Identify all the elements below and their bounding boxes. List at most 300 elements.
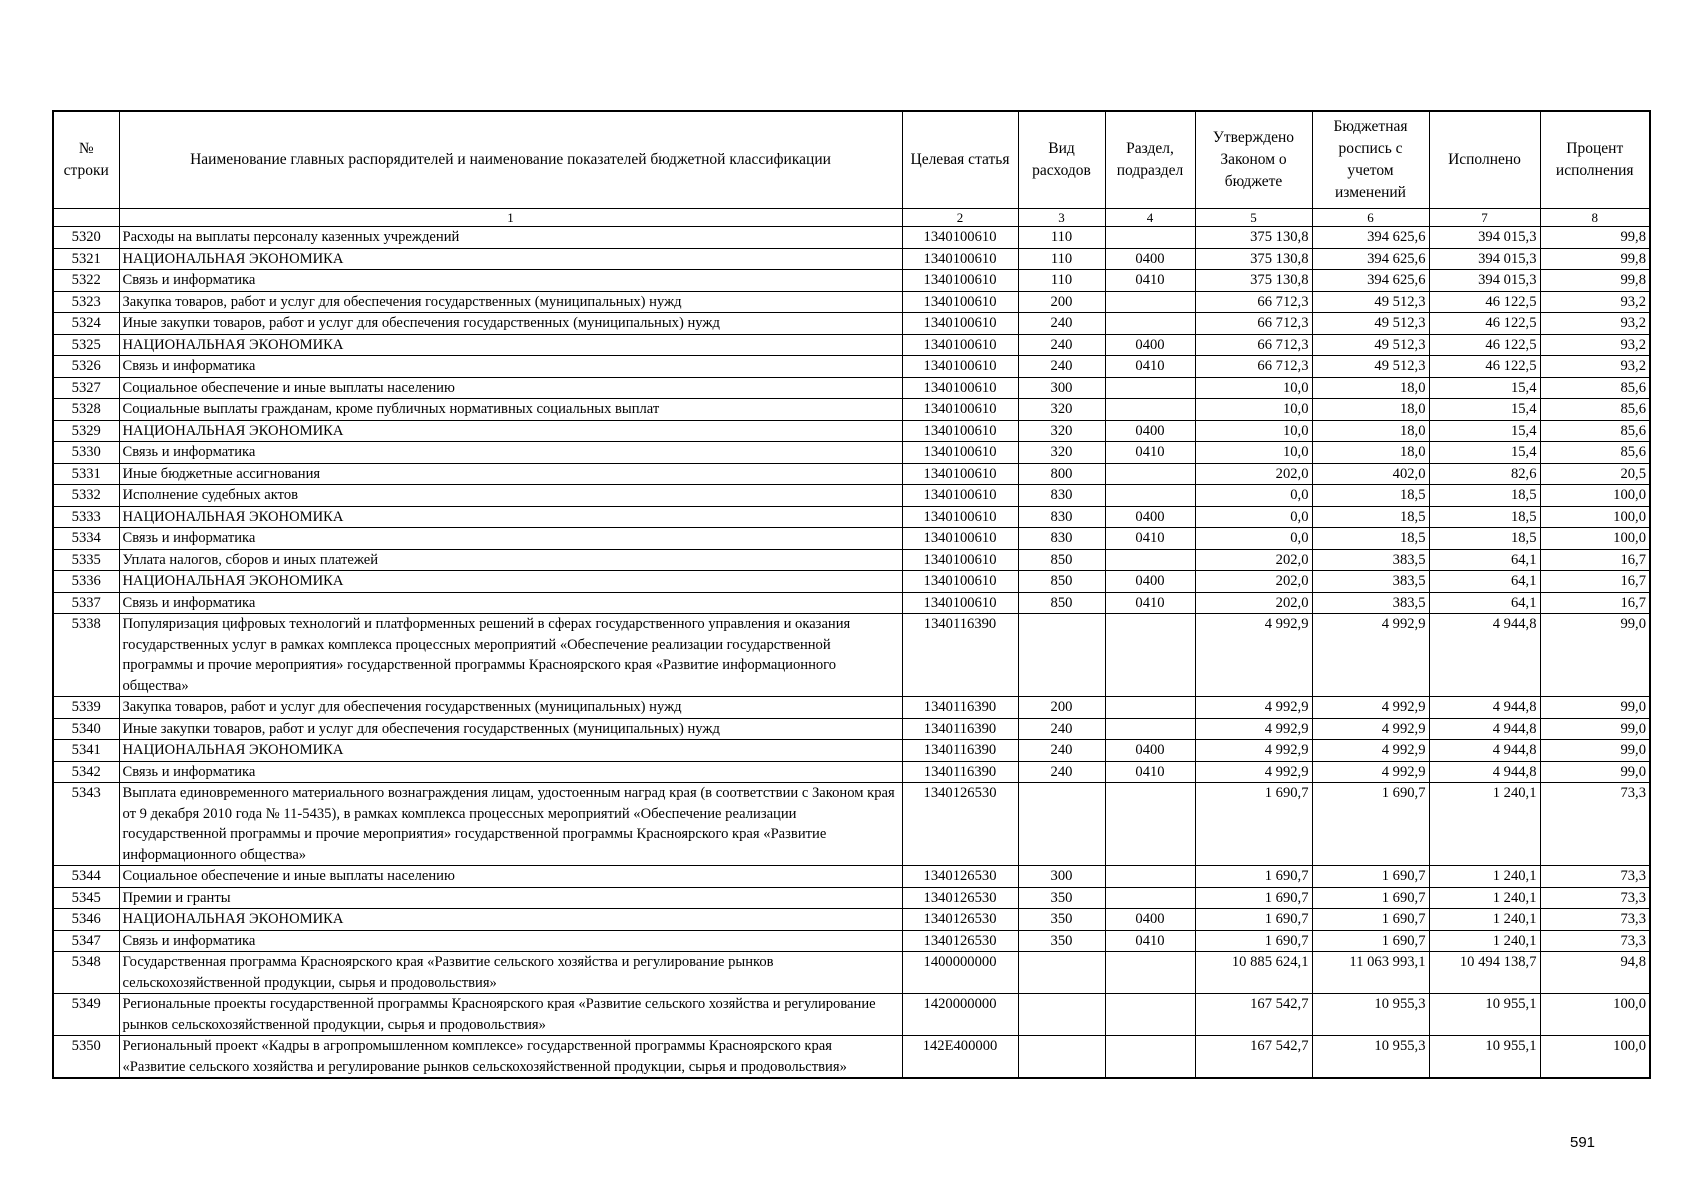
percent-executed: 73,3 xyxy=(1540,909,1650,931)
approved-amount: 0,0 xyxy=(1195,528,1312,550)
section-code: 0410 xyxy=(1105,528,1195,550)
budget-amount: 18,5 xyxy=(1312,528,1429,550)
percent-executed: 100,0 xyxy=(1540,994,1650,1036)
percent-executed: 73,3 xyxy=(1540,887,1650,909)
budget-table xyxy=(52,110,1651,1079)
executed-amount: 15,4 xyxy=(1429,420,1540,442)
expense-type xyxy=(1018,952,1105,994)
row-number: 5331 xyxy=(53,463,119,485)
percent-executed: 20,5 xyxy=(1540,463,1650,485)
row-name: Закупка товаров, работ и услуг для обеспечения государственных (муниципальных) нужд xyxy=(119,291,902,313)
row-name: Выплата единовременного материального вознаграждения лицам, удостоенным наград края (в соответствии с Законом края от 9 декабря 2010 года № 11-5435), в рамках комплекса процессных мероприятий «Обеспечение реализации государственной программы и прочие мероприятия» государственной программы Красноярского края «Развитие информационного общества» xyxy=(119,783,902,866)
target-article: 1340100610 xyxy=(902,549,1018,571)
row-number: 5345 xyxy=(53,887,119,909)
table-row xyxy=(53,592,1650,614)
header-approved: Утверждено Законом о бюджете xyxy=(1195,111,1312,209)
percent-executed: 93,2 xyxy=(1540,291,1650,313)
section-code: 0400 xyxy=(1105,571,1195,593)
row-name: Связь и информатика xyxy=(119,270,902,292)
section-code xyxy=(1105,549,1195,571)
budget-amount: 10 955,3 xyxy=(1312,994,1429,1036)
row-number: 5321 xyxy=(53,248,119,270)
table-row xyxy=(53,740,1650,762)
executed-amount: 4 944,8 xyxy=(1429,740,1540,762)
approved-amount: 4 992,9 xyxy=(1195,761,1312,783)
row-name: НАЦИОНАЛЬНАЯ ЭКОНОМИКА xyxy=(119,571,902,593)
budget-amount: 49 512,3 xyxy=(1312,334,1429,356)
budget-amount: 1 690,7 xyxy=(1312,930,1429,952)
approved-amount: 1 690,7 xyxy=(1195,909,1312,931)
section-code: 0410 xyxy=(1105,592,1195,614)
executed-amount: 394 015,3 xyxy=(1429,227,1540,249)
table-row xyxy=(53,485,1650,507)
executed-amount: 15,4 xyxy=(1429,377,1540,399)
table-body xyxy=(53,227,1650,1079)
row-number: 5326 xyxy=(53,356,119,378)
column-number: 2 xyxy=(902,209,1018,227)
header-name: Наименование главных распорядителей и наименование показателей бюджетной классификации xyxy=(119,111,902,209)
row-number: 5333 xyxy=(53,506,119,528)
target-article: 1340100610 xyxy=(902,528,1018,550)
row-number: 5346 xyxy=(53,909,119,931)
executed-amount: 64,1 xyxy=(1429,592,1540,614)
approved-amount: 202,0 xyxy=(1195,571,1312,593)
executed-amount: 46 122,5 xyxy=(1429,291,1540,313)
approved-amount: 202,0 xyxy=(1195,463,1312,485)
budget-amount: 383,5 xyxy=(1312,549,1429,571)
budget-amount: 49 512,3 xyxy=(1312,356,1429,378)
executed-amount: 4 944,8 xyxy=(1429,614,1540,697)
expense-type: 800 xyxy=(1018,463,1105,485)
budget-amount: 18,5 xyxy=(1312,506,1429,528)
expense-type: 300 xyxy=(1018,377,1105,399)
executed-amount: 10 955,1 xyxy=(1429,1036,1540,1079)
target-article: 1340126530 xyxy=(902,783,1018,866)
table-row xyxy=(53,761,1650,783)
expense-type: 240 xyxy=(1018,761,1105,783)
row-number: 5330 xyxy=(53,442,119,464)
target-article: 1340100610 xyxy=(902,592,1018,614)
row-name: НАЦИОНАЛЬНАЯ ЭКОНОМИКА xyxy=(119,248,902,270)
header-section: Раздел, подраздел xyxy=(1105,111,1195,209)
table-row xyxy=(53,420,1650,442)
target-article: 1340126530 xyxy=(902,887,1018,909)
section-code: 0410 xyxy=(1105,356,1195,378)
target-article: 1340100610 xyxy=(902,377,1018,399)
row-number: 5325 xyxy=(53,334,119,356)
approved-amount: 66 712,3 xyxy=(1195,356,1312,378)
row-name: Расходы на выплаты персоналу казенных учреждений xyxy=(119,227,902,249)
expense-type: 320 xyxy=(1018,399,1105,421)
expense-type: 850 xyxy=(1018,592,1105,614)
target-article: 1340100610 xyxy=(902,270,1018,292)
section-code: 0410 xyxy=(1105,930,1195,952)
table-row xyxy=(53,887,1650,909)
executed-amount: 15,4 xyxy=(1429,442,1540,464)
expense-type: 110 xyxy=(1018,248,1105,270)
section-code xyxy=(1105,952,1195,994)
row-number: 5347 xyxy=(53,930,119,952)
expense-type: 200 xyxy=(1018,291,1105,313)
section-code xyxy=(1105,887,1195,909)
budget-amount: 4 992,9 xyxy=(1312,614,1429,697)
percent-executed: 93,2 xyxy=(1540,334,1650,356)
approved-amount: 375 130,8 xyxy=(1195,270,1312,292)
target-article: 1340126530 xyxy=(902,909,1018,931)
approved-amount: 1 690,7 xyxy=(1195,783,1312,866)
table-row xyxy=(53,506,1650,528)
row-number: 5328 xyxy=(53,399,119,421)
approved-amount: 202,0 xyxy=(1195,549,1312,571)
percent-executed: 100,0 xyxy=(1540,1036,1650,1079)
section-code xyxy=(1105,463,1195,485)
executed-amount: 18,5 xyxy=(1429,528,1540,550)
approved-amount: 167 542,7 xyxy=(1195,1036,1312,1079)
section-code: 0410 xyxy=(1105,270,1195,292)
row-name: Популяризация цифровых технологий и платформенных решений в сферах государственного управления и оказания государственных услуг в рамках комплекса процессных мероприятий «Обеспечение реализации государственной программы и прочие мероприятия» государственной программы Красноярского края «Развитие информационного общества» xyxy=(119,614,902,697)
row-number: 5327 xyxy=(53,377,119,399)
row-number: 5338 xyxy=(53,614,119,697)
row-number: 5348 xyxy=(53,952,119,994)
target-article: 1340116390 xyxy=(902,740,1018,762)
target-article: 1340100610 xyxy=(902,442,1018,464)
percent-executed: 16,7 xyxy=(1540,592,1650,614)
row-number: 5343 xyxy=(53,783,119,866)
row-name: Социальные выплаты гражданам, кроме публичных нормативных социальных выплат xyxy=(119,399,902,421)
table-row xyxy=(53,463,1650,485)
row-number: 5341 xyxy=(53,740,119,762)
executed-amount: 82,6 xyxy=(1429,463,1540,485)
table-row xyxy=(53,528,1650,550)
row-name: Государственная программа Красноярского края «Развитие сельского хозяйства и регулирование рынков сельскохозяйственной продукции, сырья и продовольствия» xyxy=(119,952,902,994)
expense-type: 240 xyxy=(1018,313,1105,335)
expense-type: 830 xyxy=(1018,485,1105,507)
executed-amount: 10 955,1 xyxy=(1429,994,1540,1036)
percent-executed: 99,8 xyxy=(1540,248,1650,270)
percent-executed: 99,0 xyxy=(1540,740,1650,762)
executed-amount: 46 122,5 xyxy=(1429,334,1540,356)
row-number: 5337 xyxy=(53,592,119,614)
target-article: 1340116390 xyxy=(902,697,1018,719)
expense-type: 110 xyxy=(1018,270,1105,292)
table-row xyxy=(53,866,1650,888)
header-executed: Исполнено xyxy=(1429,111,1540,209)
approved-amount: 10 885 624,1 xyxy=(1195,952,1312,994)
budget-amount: 1 690,7 xyxy=(1312,909,1429,931)
target-article: 1340100610 xyxy=(902,356,1018,378)
executed-amount: 18,5 xyxy=(1429,506,1540,528)
approved-amount: 375 130,8 xyxy=(1195,248,1312,270)
expense-type: 830 xyxy=(1018,506,1105,528)
executed-amount: 64,1 xyxy=(1429,549,1540,571)
executed-amount: 394 015,3 xyxy=(1429,270,1540,292)
row-number: 5344 xyxy=(53,866,119,888)
table-row xyxy=(53,399,1650,421)
row-name: Региональные проекты государственной программы Красноярского края «Развитие сельского хозяйства и регулирование рынков сельскохозяйственной продукции, сырья и продовольствия» xyxy=(119,994,902,1036)
section-code: 0410 xyxy=(1105,442,1195,464)
row-number: 5332 xyxy=(53,485,119,507)
row-name: НАЦИОНАЛЬНАЯ ЭКОНОМИКА xyxy=(119,334,902,356)
header-budget-schedule: Бюджетная роспись с учетом изменений xyxy=(1312,111,1429,209)
executed-amount: 4 944,8 xyxy=(1429,761,1540,783)
table-row xyxy=(53,697,1650,719)
table-row xyxy=(53,334,1650,356)
row-number: 5350 xyxy=(53,1036,119,1079)
budget-amount: 18,0 xyxy=(1312,377,1429,399)
section-code xyxy=(1105,783,1195,866)
row-name: Социальное обеспечение и иные выплаты населению xyxy=(119,377,902,399)
target-article: 1340100610 xyxy=(902,399,1018,421)
budget-amount: 18,0 xyxy=(1312,442,1429,464)
row-name: Связь и информатика xyxy=(119,592,902,614)
percent-executed: 99,0 xyxy=(1540,761,1650,783)
percent-executed: 100,0 xyxy=(1540,528,1650,550)
percent-executed: 16,7 xyxy=(1540,571,1650,593)
budget-amount: 11 063 993,1 xyxy=(1312,952,1429,994)
row-name: НАЦИОНАЛЬНАЯ ЭКОНОМИКА xyxy=(119,420,902,442)
percent-executed: 85,6 xyxy=(1540,420,1650,442)
target-article: 1340100610 xyxy=(902,420,1018,442)
row-name: Связь и информатика xyxy=(119,356,902,378)
row-name: Исполнение судебных актов xyxy=(119,485,902,507)
row-number: 5336 xyxy=(53,571,119,593)
expense-type: 320 xyxy=(1018,442,1105,464)
target-article: 1340116390 xyxy=(902,718,1018,740)
column-number: 7 xyxy=(1429,209,1540,227)
budget-amount: 18,0 xyxy=(1312,420,1429,442)
approved-amount: 202,0 xyxy=(1195,592,1312,614)
budget-amount: 394 625,6 xyxy=(1312,248,1429,270)
column-number: 4 xyxy=(1105,209,1195,227)
column-number: 5 xyxy=(1195,209,1312,227)
budget-amount: 4 992,9 xyxy=(1312,697,1429,719)
approved-amount: 4 992,9 xyxy=(1195,697,1312,719)
target-article: 1340126530 xyxy=(902,866,1018,888)
percent-executed: 85,6 xyxy=(1540,442,1650,464)
executed-amount: 15,4 xyxy=(1429,399,1540,421)
table-row xyxy=(53,442,1650,464)
expense-type: 320 xyxy=(1018,420,1105,442)
section-code: 0400 xyxy=(1105,909,1195,931)
row-name: Социальное обеспечение и иные выплаты населению xyxy=(119,866,902,888)
table-row xyxy=(53,270,1650,292)
percent-executed: 99,8 xyxy=(1540,270,1650,292)
header-row-number: № строки xyxy=(53,111,119,209)
percent-executed: 99,0 xyxy=(1540,718,1650,740)
percent-executed: 93,2 xyxy=(1540,313,1650,335)
executed-amount: 1 240,1 xyxy=(1429,866,1540,888)
approved-amount: 0,0 xyxy=(1195,506,1312,528)
percent-executed: 73,3 xyxy=(1540,930,1650,952)
approved-amount: 4 992,9 xyxy=(1195,740,1312,762)
executed-amount: 18,5 xyxy=(1429,485,1540,507)
approved-amount: 375 130,8 xyxy=(1195,227,1312,249)
approved-amount: 0,0 xyxy=(1195,485,1312,507)
row-name: Связь и информатика xyxy=(119,930,902,952)
executed-amount: 4 944,8 xyxy=(1429,697,1540,719)
column-number: 3 xyxy=(1018,209,1105,227)
budget-amount: 49 512,3 xyxy=(1312,313,1429,335)
executed-amount: 1 240,1 xyxy=(1429,930,1540,952)
table-row xyxy=(53,952,1650,994)
expense-type xyxy=(1018,994,1105,1036)
row-number: 5342 xyxy=(53,761,119,783)
percent-executed: 16,7 xyxy=(1540,549,1650,571)
executed-amount: 1 240,1 xyxy=(1429,909,1540,931)
row-name: НАЦИОНАЛЬНАЯ ЭКОНОМИКА xyxy=(119,506,902,528)
approved-amount: 1 690,7 xyxy=(1195,887,1312,909)
table-row xyxy=(53,718,1650,740)
percent-executed: 73,3 xyxy=(1540,783,1650,866)
executed-amount: 4 944,8 xyxy=(1429,718,1540,740)
expense-type: 300 xyxy=(1018,866,1105,888)
table-row xyxy=(53,377,1650,399)
table-row xyxy=(53,1036,1650,1079)
section-code xyxy=(1105,866,1195,888)
row-number: 5340 xyxy=(53,718,119,740)
expense-type: 830 xyxy=(1018,528,1105,550)
approved-amount: 4 992,9 xyxy=(1195,614,1312,697)
approved-amount: 10,0 xyxy=(1195,399,1312,421)
row-name: Региональный проект «Кадры в агропромышленном комплексе» государственной программы Красноярского края «Развитие сельского хозяйства и регулирование рынков сельскохозяйственной продукции, сырья и продовольствия» xyxy=(119,1036,902,1079)
target-article: 1340100610 xyxy=(902,313,1018,335)
row-name: Связь и информатика xyxy=(119,761,902,783)
expense-type xyxy=(1018,1036,1105,1079)
approved-amount: 1 690,7 xyxy=(1195,930,1312,952)
budget-amount: 10 955,3 xyxy=(1312,1036,1429,1079)
section-code: 0400 xyxy=(1105,248,1195,270)
table-header xyxy=(53,111,1650,227)
budget-amount: 18,0 xyxy=(1312,399,1429,421)
approved-amount: 10,0 xyxy=(1195,442,1312,464)
executed-amount: 46 122,5 xyxy=(1429,313,1540,335)
section-code xyxy=(1105,994,1195,1036)
target-article: 1340100610 xyxy=(902,334,1018,356)
section-code xyxy=(1105,313,1195,335)
row-number: 5320 xyxy=(53,227,119,249)
header-target-article: Целевая статья xyxy=(902,111,1018,209)
expense-type: 350 xyxy=(1018,887,1105,909)
row-number: 5349 xyxy=(53,994,119,1036)
target-article: 1340100610 xyxy=(902,248,1018,270)
row-name: Закупка товаров, работ и услуг для обеспечения государственных (муниципальных) нужд xyxy=(119,697,902,719)
expense-type: 200 xyxy=(1018,697,1105,719)
executed-amount: 1 240,1 xyxy=(1429,783,1540,866)
budget-amount: 1 690,7 xyxy=(1312,887,1429,909)
row-number: 5335 xyxy=(53,549,119,571)
section-code: 0400 xyxy=(1105,740,1195,762)
target-article: 1340100610 xyxy=(902,291,1018,313)
percent-executed: 99,0 xyxy=(1540,614,1650,697)
column-number xyxy=(53,209,119,227)
percent-executed: 94,8 xyxy=(1540,952,1650,994)
header-percent: Процент исполнения xyxy=(1540,111,1650,209)
expense-type: 850 xyxy=(1018,571,1105,593)
section-code xyxy=(1105,227,1195,249)
budget-amount: 49 512,3 xyxy=(1312,291,1429,313)
column-number: 1 xyxy=(119,209,902,227)
table-row xyxy=(53,549,1650,571)
budget-amount: 4 992,9 xyxy=(1312,761,1429,783)
section-code xyxy=(1105,377,1195,399)
budget-amount: 1 690,7 xyxy=(1312,783,1429,866)
section-code: 0400 xyxy=(1105,334,1195,356)
target-article: 1340100610 xyxy=(902,506,1018,528)
expense-type: 240 xyxy=(1018,740,1105,762)
table-row xyxy=(53,909,1650,931)
expense-type: 350 xyxy=(1018,909,1105,931)
percent-executed: 85,6 xyxy=(1540,377,1650,399)
approved-amount: 66 712,3 xyxy=(1195,334,1312,356)
percent-executed: 93,2 xyxy=(1540,356,1650,378)
expense-type: 350 xyxy=(1018,930,1105,952)
row-number: 5324 xyxy=(53,313,119,335)
executed-amount: 10 494 138,7 xyxy=(1429,952,1540,994)
column-number-row xyxy=(53,209,1650,227)
section-code: 0410 xyxy=(1105,761,1195,783)
budget-amount: 4 992,9 xyxy=(1312,740,1429,762)
row-number: 5322 xyxy=(53,270,119,292)
table-row xyxy=(53,356,1650,378)
budget-amount: 394 625,6 xyxy=(1312,270,1429,292)
row-number: 5329 xyxy=(53,420,119,442)
executed-amount: 64,1 xyxy=(1429,571,1540,593)
section-code xyxy=(1105,399,1195,421)
row-name: Связь и информатика xyxy=(119,442,902,464)
approved-amount: 66 712,3 xyxy=(1195,313,1312,335)
table-row xyxy=(53,227,1650,249)
target-article: 1340100610 xyxy=(902,227,1018,249)
table-row xyxy=(53,291,1650,313)
percent-executed: 99,0 xyxy=(1540,697,1650,719)
budget-amount: 394 625,6 xyxy=(1312,227,1429,249)
row-number: 5339 xyxy=(53,697,119,719)
budget-amount: 18,5 xyxy=(1312,485,1429,507)
table-row xyxy=(53,571,1650,593)
row-name: НАЦИОНАЛЬНАЯ ЭКОНОМИКА xyxy=(119,740,902,762)
section-code: 0400 xyxy=(1105,506,1195,528)
row-number: 5334 xyxy=(53,528,119,550)
target-article: 1420000000 xyxy=(902,994,1018,1036)
budget-amount: 383,5 xyxy=(1312,592,1429,614)
budget-amount: 383,5 xyxy=(1312,571,1429,593)
table-row xyxy=(53,313,1650,335)
executed-amount: 1 240,1 xyxy=(1429,887,1540,909)
section-code xyxy=(1105,697,1195,719)
page-number: 591 xyxy=(1570,1134,1596,1151)
budget-amount: 4 992,9 xyxy=(1312,718,1429,740)
row-name: Премии и гранты xyxy=(119,887,902,909)
row-name: Связь и информатика xyxy=(119,528,902,550)
table-row xyxy=(53,614,1650,697)
percent-executed: 99,8 xyxy=(1540,227,1650,249)
approved-amount: 167 542,7 xyxy=(1195,994,1312,1036)
row-name: Иные закупки товаров, работ и услуг для обеспечения государственных (муниципальных) нужд xyxy=(119,313,902,335)
row-name: Иные бюджетные ассигнования xyxy=(119,463,902,485)
target-article: 1340100610 xyxy=(902,571,1018,593)
row-name: Уплата налогов, сборов и иных платежей xyxy=(119,549,902,571)
section-code xyxy=(1105,1036,1195,1079)
header-expense-type: Вид расходов xyxy=(1018,111,1105,209)
expense-type: 240 xyxy=(1018,356,1105,378)
executed-amount: 394 015,3 xyxy=(1429,248,1540,270)
expense-type: 850 xyxy=(1018,549,1105,571)
percent-executed: 100,0 xyxy=(1540,506,1650,528)
approved-amount: 4 992,9 xyxy=(1195,718,1312,740)
target-article: 1340100610 xyxy=(902,463,1018,485)
target-article: 1400000000 xyxy=(902,952,1018,994)
section-code xyxy=(1105,614,1195,697)
